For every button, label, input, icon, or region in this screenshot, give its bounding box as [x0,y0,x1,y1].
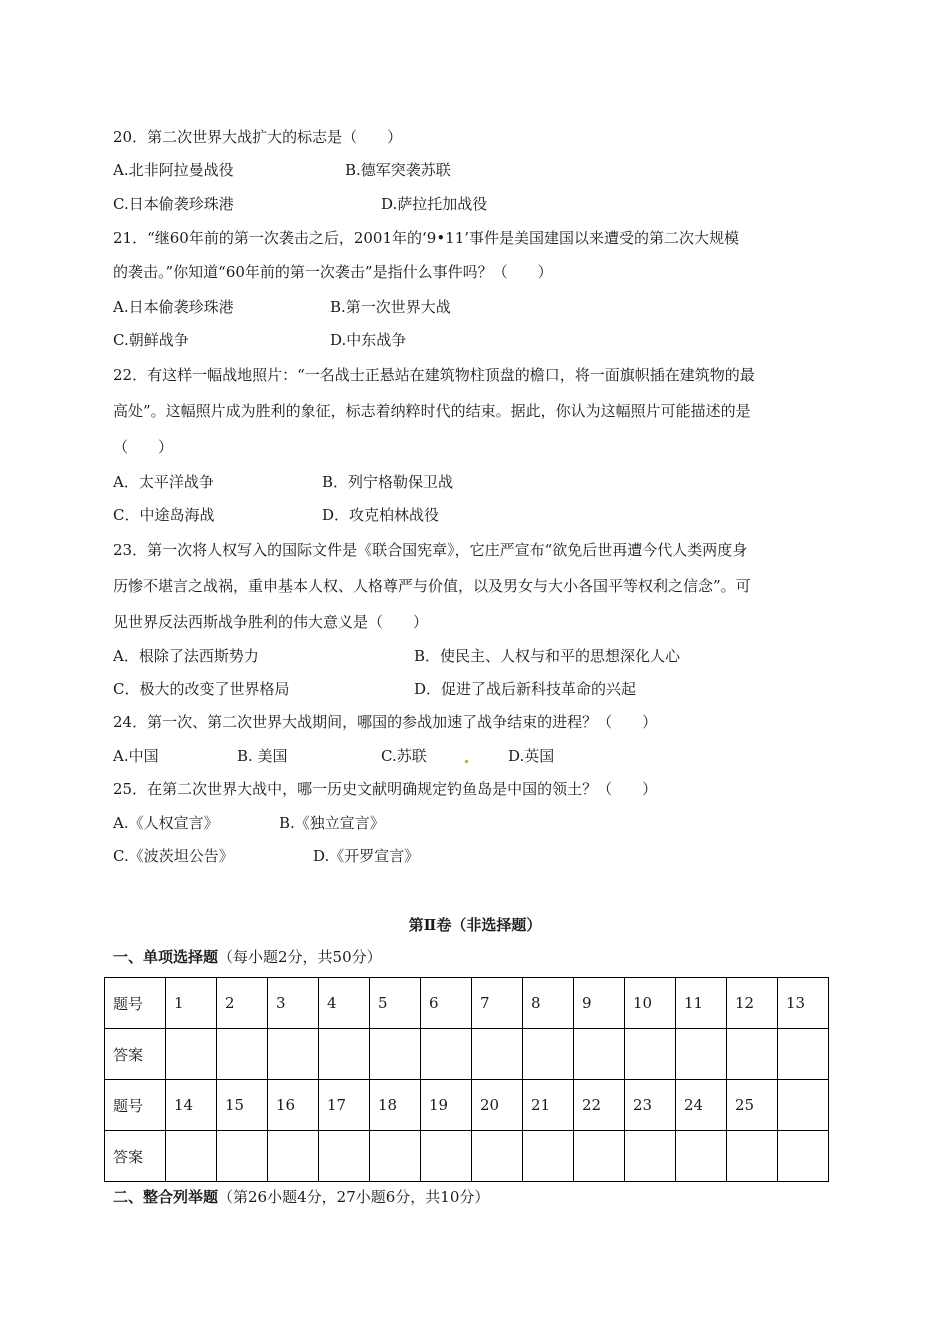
q24-option-c: C.苏联 [381,747,427,765]
answer-cell[interactable] [421,1131,472,1182]
q21-option-c: C.朝鲜战争 [113,331,189,349]
answer-cell[interactable] [523,1131,574,1182]
section-2-note: （第26小题4分，27小题6分，共10分） [218,1188,490,1206]
answer-table [104,977,829,1182]
q20-option-a: A.北非阿拉曼战役 [113,161,234,179]
q21-option-a: A.日本偷袭珍珠港 [113,298,234,316]
row-label-answer: 答案 [105,1131,166,1182]
number-cell: 1 [166,978,217,1029]
q25-option-d: D.《开罗宣言》 [313,847,420,865]
answer-cell[interactable] [625,1131,676,1182]
part-2-title: 第Ⅱ卷（非选择题） [408,916,542,934]
answer-cell[interactable] [676,1131,727,1182]
q20-option-d: D.萨拉托加战役 [381,195,488,213]
table-row-numbers-2 [105,1080,829,1131]
number-cell: 24 [676,1080,727,1131]
stray-dot [465,760,468,763]
q23-option-d: D．促进了战后新科技革命的兴起 [414,680,637,698]
answer-cell[interactable] [574,1029,625,1080]
answer-cell[interactable] [625,1029,676,1080]
q20-option-b: B.德军突袭苏联 [345,161,451,179]
q23-option-c: C．极大的改变了世界格局 [113,680,290,698]
answer-cell[interactable] [166,1131,217,1182]
answer-cell[interactable] [268,1029,319,1080]
number-cell: 17 [319,1080,370,1131]
answer-cell[interactable] [217,1131,268,1182]
number-cell: 12 [727,978,778,1029]
table-row-answers-2 [105,1131,829,1182]
question-22-stem-line2: 高处”。这幅照片成为胜利的象征，标志着纳粹时代的结束。据此，你认为这幅照片可能描述的是 [113,402,751,420]
row-label-answer: 答案 [105,1029,166,1080]
question-21-stem-line1: 21．“继60年前的第一次袭击之后，2001年的‘9•11’事件是美国建国以来遭受的第二次大规模 [113,229,740,247]
number-cell: 22 [574,1080,625,1131]
q23-option-b: B．使民主、人权与和平的思想深化人心 [414,647,681,665]
row-label-number: 题号 [105,1080,166,1131]
number-cell: 21 [523,1080,574,1131]
number-cell: 9 [574,978,625,1029]
q24-option-d: D.英国 [508,747,555,765]
q25-option-b: B.《独立宣言》 [279,814,385,832]
answer-cell[interactable] [574,1131,625,1182]
q23-option-a: A．根除了法西斯势力 [113,647,259,665]
answer-cell[interactable] [676,1029,727,1080]
number-cell: 14 [166,1080,217,1131]
question-24-stem: 24．第一次、第二次世界大战期间，哪国的参战加速了战争结束的进程？（ ） [113,713,658,731]
number-cell: 5 [370,978,421,1029]
question-23-stem-line1: 23．第一次将人权写入的国际文件是《联合国宪章》，它庄严宣布“欲免后世再遭今代人类两度身 [113,541,748,559]
q21-option-b: B.第一次世界大战 [330,298,451,316]
answer-cell[interactable] [472,1131,523,1182]
table-row-numbers-1 [105,978,829,1029]
section-1-title: 一、单项选择题 [113,948,219,966]
answer-cell[interactable] [217,1029,268,1080]
q21-option-d: D.中东战争 [330,331,407,349]
answer-cell[interactable] [523,1029,574,1080]
row-label-number: 题号 [105,978,166,1029]
answer-cell[interactable] [319,1029,370,1080]
table-row-answers-1 [105,1029,829,1080]
number-cell [778,1080,829,1131]
number-cell: 23 [625,1080,676,1131]
number-cell: 10 [625,978,676,1029]
question-23-stem-line2: 历惨不堪言之战祸，重申基本人权、人格尊严与价值，以及男女与大小各国平等权利之信念”。可 [113,577,751,595]
answer-cell[interactable] [370,1131,421,1182]
number-cell: 4 [319,978,370,1029]
question-22-stem-line1: 22．有这样一幅战地照片：“一名战士正悬站在建筑物柱顶盘的檐口，将一面旗帜插在建筑物的最 [113,366,755,384]
number-cell: 7 [472,978,523,1029]
answer-cell[interactable] [370,1029,421,1080]
q22-option-a: A．太平洋战争 [113,473,214,491]
q20-option-c: C.日本偷袭珍珠港 [113,195,234,213]
number-cell: 8 [523,978,574,1029]
question-23-stem-line3: 见世界反法西斯战争胜利的伟大意义是（ ） [113,613,429,631]
answer-cell[interactable] [727,1131,778,1182]
number-cell: 2 [217,978,268,1029]
number-cell: 20 [472,1080,523,1131]
q22-option-c: C．中途岛海战 [113,506,215,524]
question-25-stem: 25．在第二次世界大战中，哪一历史文献明确规定钓鱼岛是中国的领土？（ ） [113,780,658,798]
section-2-title: 二、整合列举题 [113,1188,219,1206]
answer-cell[interactable] [727,1029,778,1080]
number-cell: 18 [370,1080,421,1131]
number-cell: 6 [421,978,472,1029]
question-20-stem: 20．第二次世界大战扩大的标志是（ ） [113,128,403,146]
answer-cell[interactable] [421,1029,472,1080]
section-1-heading [113,946,382,967]
answer-cell[interactable] [268,1131,319,1182]
answer-cell[interactable] [778,1131,829,1182]
answer-cell[interactable] [472,1029,523,1080]
question-21-stem-line2: 的袭击。”你知道“60年前的第一次袭击”是指什么事件吗？（ ） [113,263,553,281]
number-cell: 3 [268,978,319,1029]
number-cell: 19 [421,1080,472,1131]
q24-option-a: A.中国 [113,747,159,765]
number-cell: 13 [778,978,829,1029]
q22-option-d: D．攻克柏林战役 [322,506,440,524]
answer-cell[interactable] [778,1029,829,1080]
answer-cell[interactable] [166,1029,217,1080]
number-cell: 25 [727,1080,778,1131]
number-cell: 11 [676,978,727,1029]
section-1-note: （每小题2分，共50分） [218,948,382,966]
number-cell: 16 [268,1080,319,1131]
q22-option-b: B．列宁格勒保卫战 [322,473,454,491]
q25-option-c: C.《波茨坦公告》 [113,847,234,865]
section-2-heading [113,1186,489,1207]
number-cell: 15 [217,1080,268,1131]
q24-option-b: B. 美国 [237,747,288,765]
q25-option-a: A.《人权宣言》 [113,814,219,832]
answer-cell[interactable] [319,1131,370,1182]
question-22-stem-line3: （ ） [113,438,174,456]
